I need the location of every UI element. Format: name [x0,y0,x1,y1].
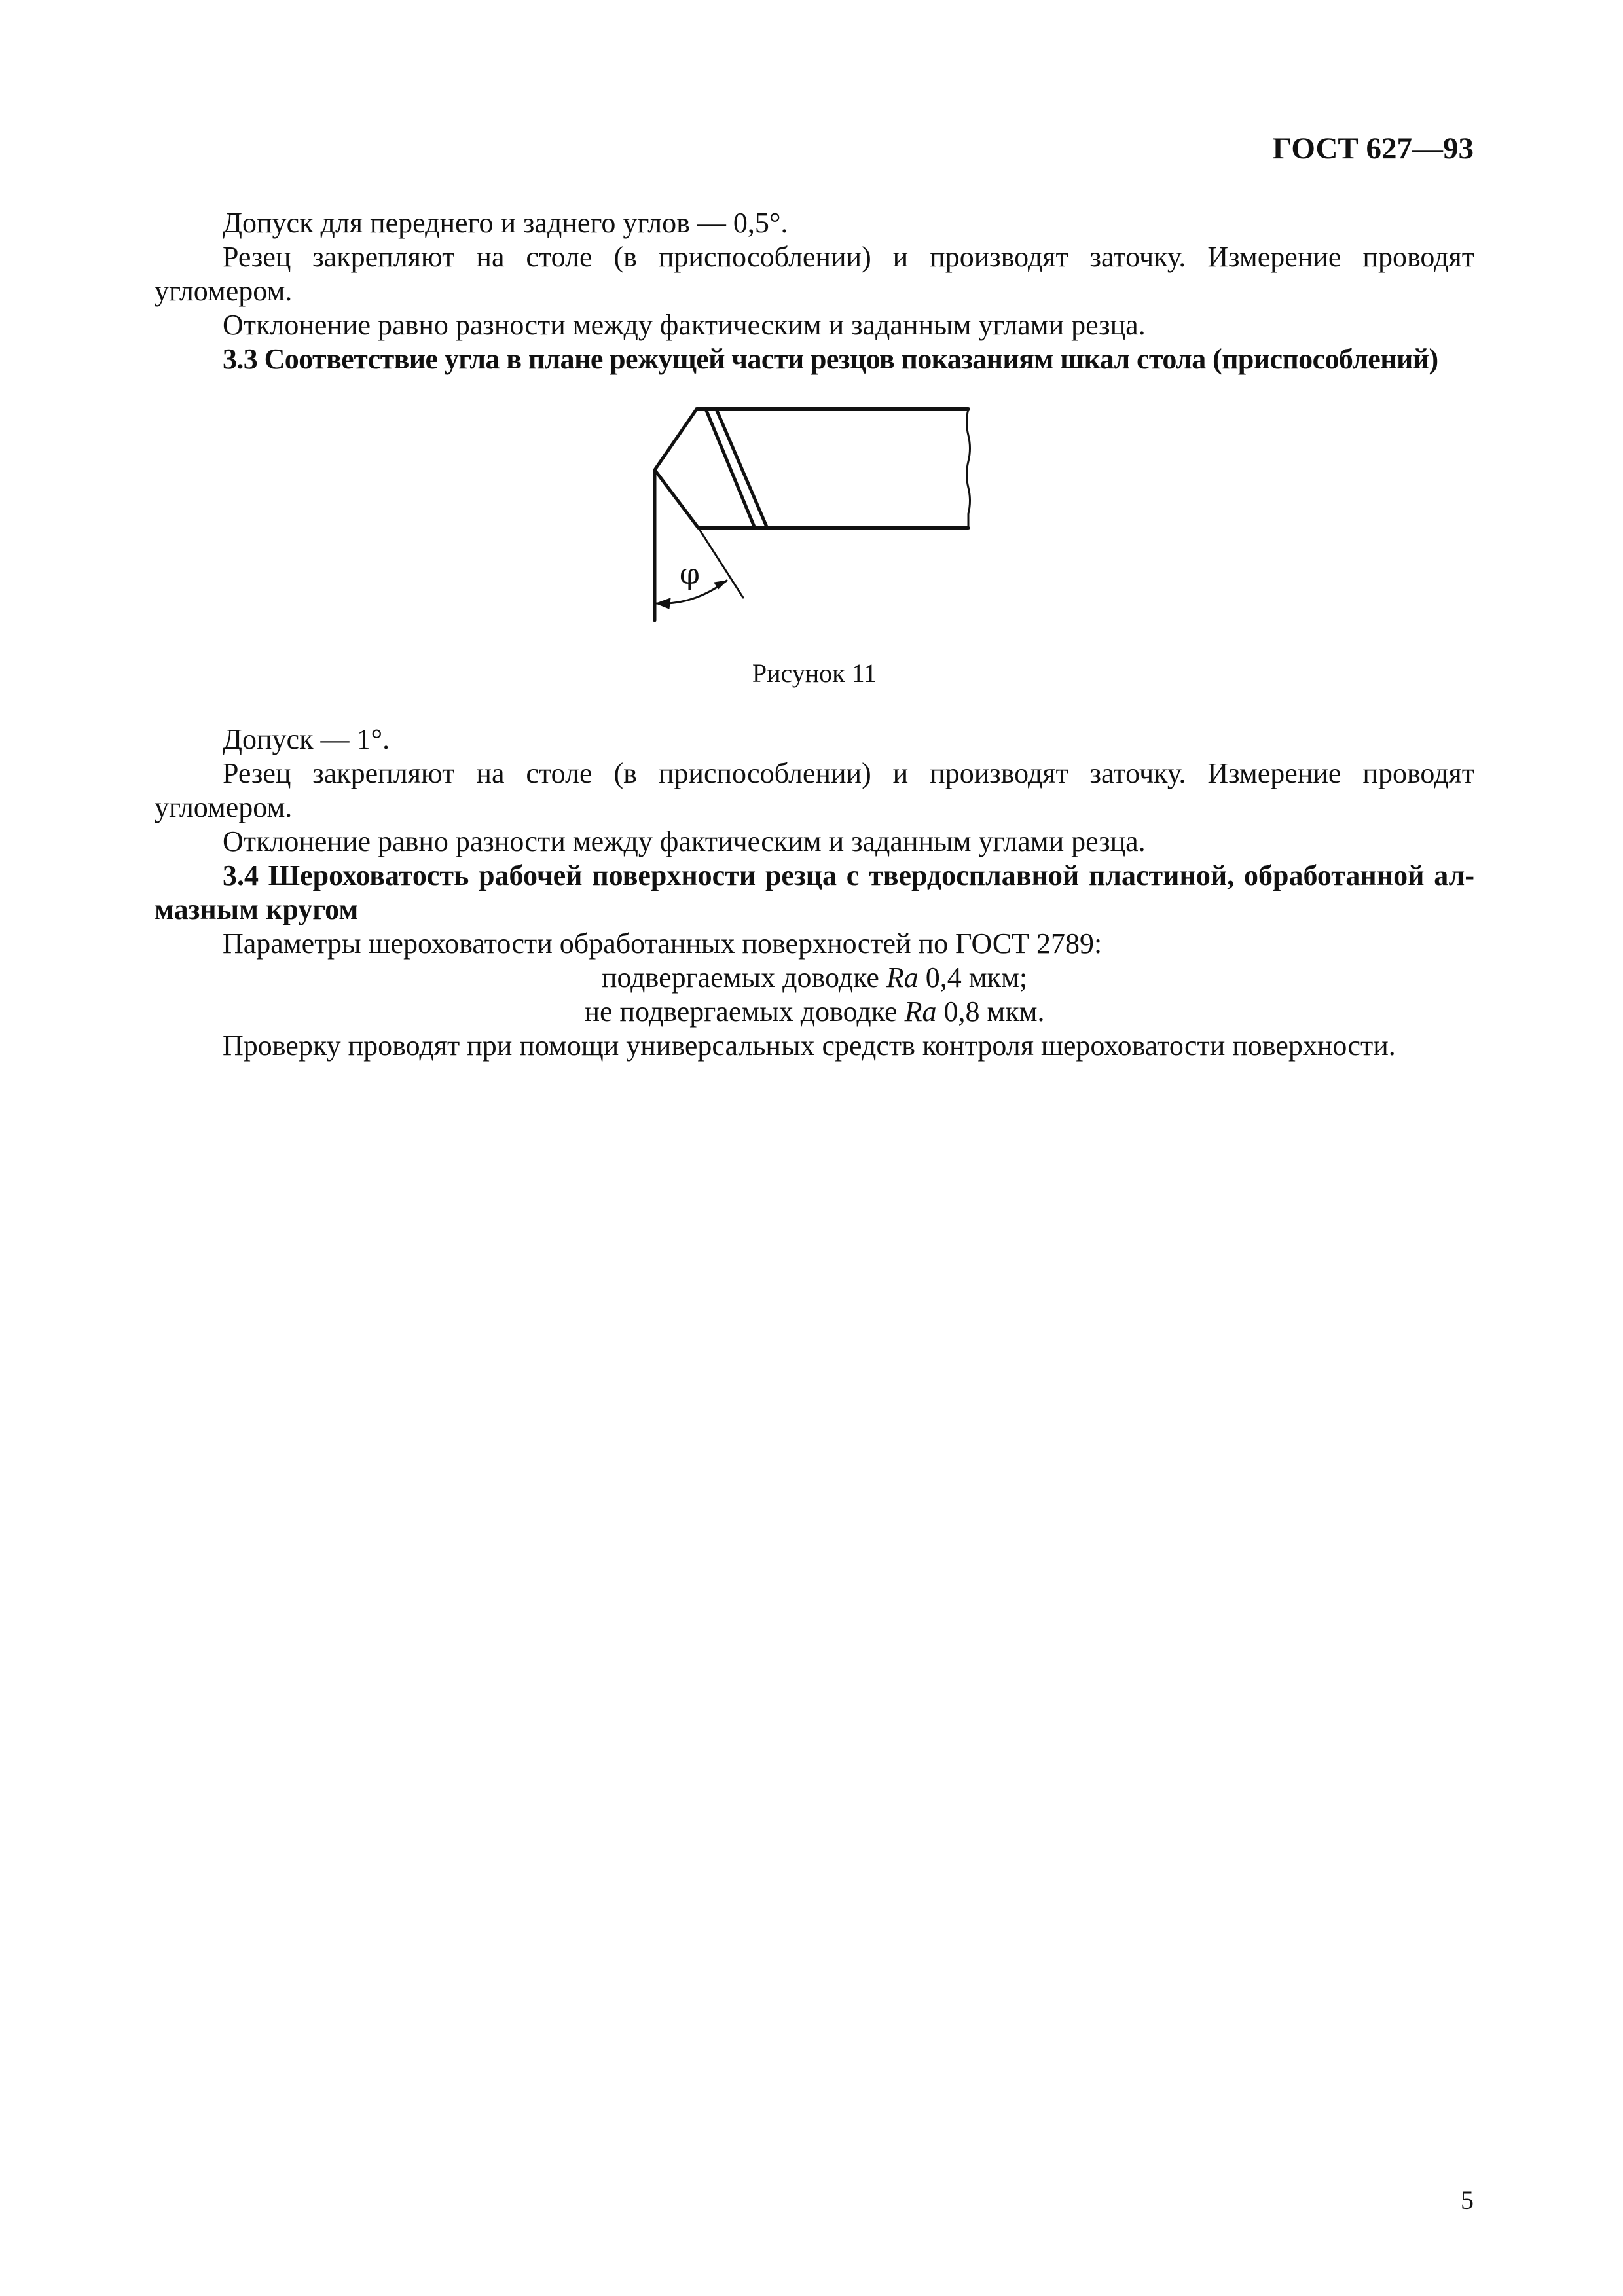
paragraph-line: Проверку проводят при помощи универсальных средств контроля шероховатости поверхности. [223,1030,1396,1062]
section-heading-3-3: 3.3 Соответствие угла в плане режущей части резцов показаниям шкал стола (приспособлений) [223,343,1438,375]
paragraph-line: угломером. [155,275,293,307]
cutter-angle-figure [629,393,995,635]
angle-extension-line [699,528,743,598]
tolerance-line: Допуск — 1°. [223,723,390,755]
paragraph-line: угломером. [155,791,293,823]
paragraph-line: Резец закрепляют на столе (в приспособлении) и производят заточку. Измерение проводят [223,757,1474,789]
arrowhead-left [656,598,670,609]
section-heading-continued: мазным кругом [155,893,359,925]
paragraph-line: Резец закрепляют на столе (в приспособлении) и производят заточку. Измерение проводят [223,241,1474,273]
insert-line-1 [706,409,755,528]
break-line [967,409,970,528]
ra-symbol: Ra [904,996,937,1028]
document-code: ГОСТ 627—93 [1272,132,1474,166]
phi-symbol: φ [680,558,700,591]
insert-line-2 [716,409,767,528]
cutter-nose-edge [655,470,699,528]
roughness-item-2: не подвергаемых доводке Ra 0,8 мкм. [584,996,1045,1028]
paragraph-line: Параметры шероховатости обработанных поверхностей по ГОСТ 2789: [223,927,1103,960]
tolerance-line: Допуск для переднего и заднего углов — 0,5°. [223,207,788,239]
figure-caption: Рисунок 11 [752,658,877,688]
roughness-item-1: подвергаемых доводке Ra 0,4 мкм; [601,961,1028,994]
paragraph-line: Отклонение равно разности между фактическим и заданным углами резца. [223,309,1146,341]
section-heading-3-4: 3.4 Шероховатость рабочей поверхности резца с твердосплавной пластиной, обработанной ал- [223,859,1474,891]
ra-symbol: Ra [886,961,919,994]
page-number: 5 [1461,2185,1474,2215]
paragraph-line: Отклонение равно разности между фактическим и заданным углами резца. [223,825,1146,857]
